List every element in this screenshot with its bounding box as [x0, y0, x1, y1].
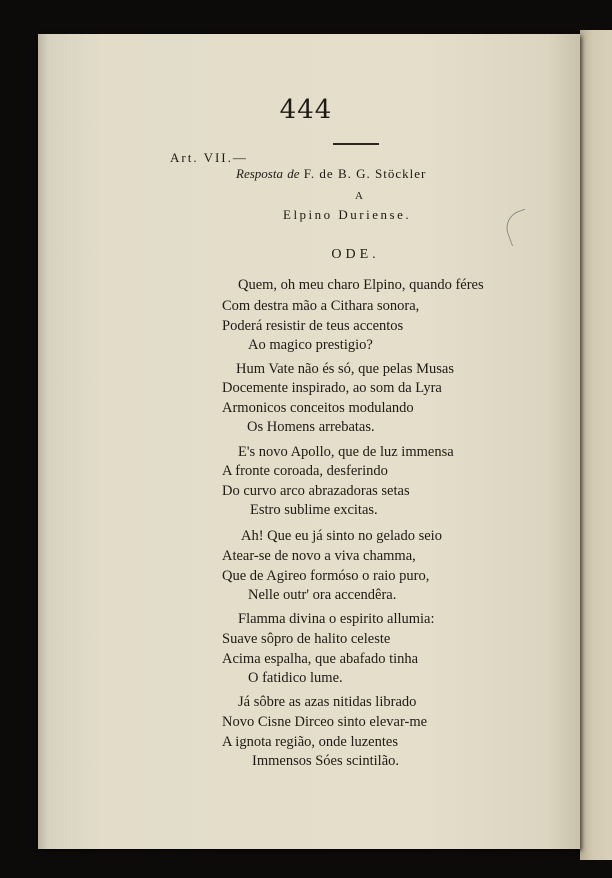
recipient-name: Elpino Duriense.: [283, 207, 412, 222]
verse-line: Que de Agireo formóso o raio puro,: [222, 568, 430, 584]
verse-line: Novo Cisne Dirceo sinto elevar-me: [222, 714, 428, 730]
verse-line: Nelle outr' ora accendêra.: [248, 587, 397, 603]
verse-line: Já sôbre as azas nitidas librado: [238, 694, 417, 710]
verse-line: Atear-se de novo a viva chamma,: [222, 548, 416, 564]
a-word: A: [355, 190, 365, 202]
verse-line: Do curvo arco abrazadoras setas: [222, 483, 410, 499]
verse-line: Docemente inspirado, ao som da Lyra: [222, 380, 442, 396]
verse-line: Immensos Sóes scintilão.: [252, 753, 400, 769]
author-name: F. de B. G. Stöckler: [303, 166, 427, 181]
de-word: de: [287, 166, 300, 181]
verse-line: Flamma divina o espirito allumia:: [238, 611, 435, 627]
verse-line: Acima espalha, que abafado tinha: [222, 651, 419, 667]
verse-line: Hum Vate não és só, que pelas Musas: [236, 361, 455, 377]
verse-line: Poderá resistir de teus accentos: [222, 318, 404, 334]
verse-line: Suave sôpro de halito celeste: [222, 631, 391, 647]
resposta-line: [236, 166, 426, 182]
title-rule: [333, 143, 379, 145]
verse-line: O fatidico lume.: [248, 670, 343, 686]
verse-line: Com destra mão a Cithara sonora,: [222, 298, 420, 314]
page-number: 444: [279, 95, 333, 125]
verse-text: Quem, oh meu charo Elpino, quando féres: [238, 277, 484, 293]
resposta-word: Resposta: [236, 166, 283, 181]
verse-line: Os Homens arrebatas.: [247, 419, 375, 435]
verse-line: Estro sublime excitas.: [250, 502, 378, 518]
verse-line: Armonicos conceitos modulando: [222, 400, 414, 416]
article-label: Art. VII.—: [170, 150, 248, 165]
verse-line: A fronte coroada, desferindo: [222, 463, 388, 479]
verse-line: Ah! Que eu já sinto no gelado seio: [241, 528, 442, 544]
verse-line: A ignota região, onde luzentes: [222, 734, 398, 750]
verse-line: [238, 277, 484, 294]
verse-line: Ao magico prestigio?: [248, 337, 373, 353]
ode-title: ODE.: [331, 247, 380, 262]
facing-page-edge: [580, 30, 612, 860]
page-gutter: [38, 34, 48, 849]
verse-line: E's novo Apollo, que de luz immensa: [238, 444, 454, 460]
